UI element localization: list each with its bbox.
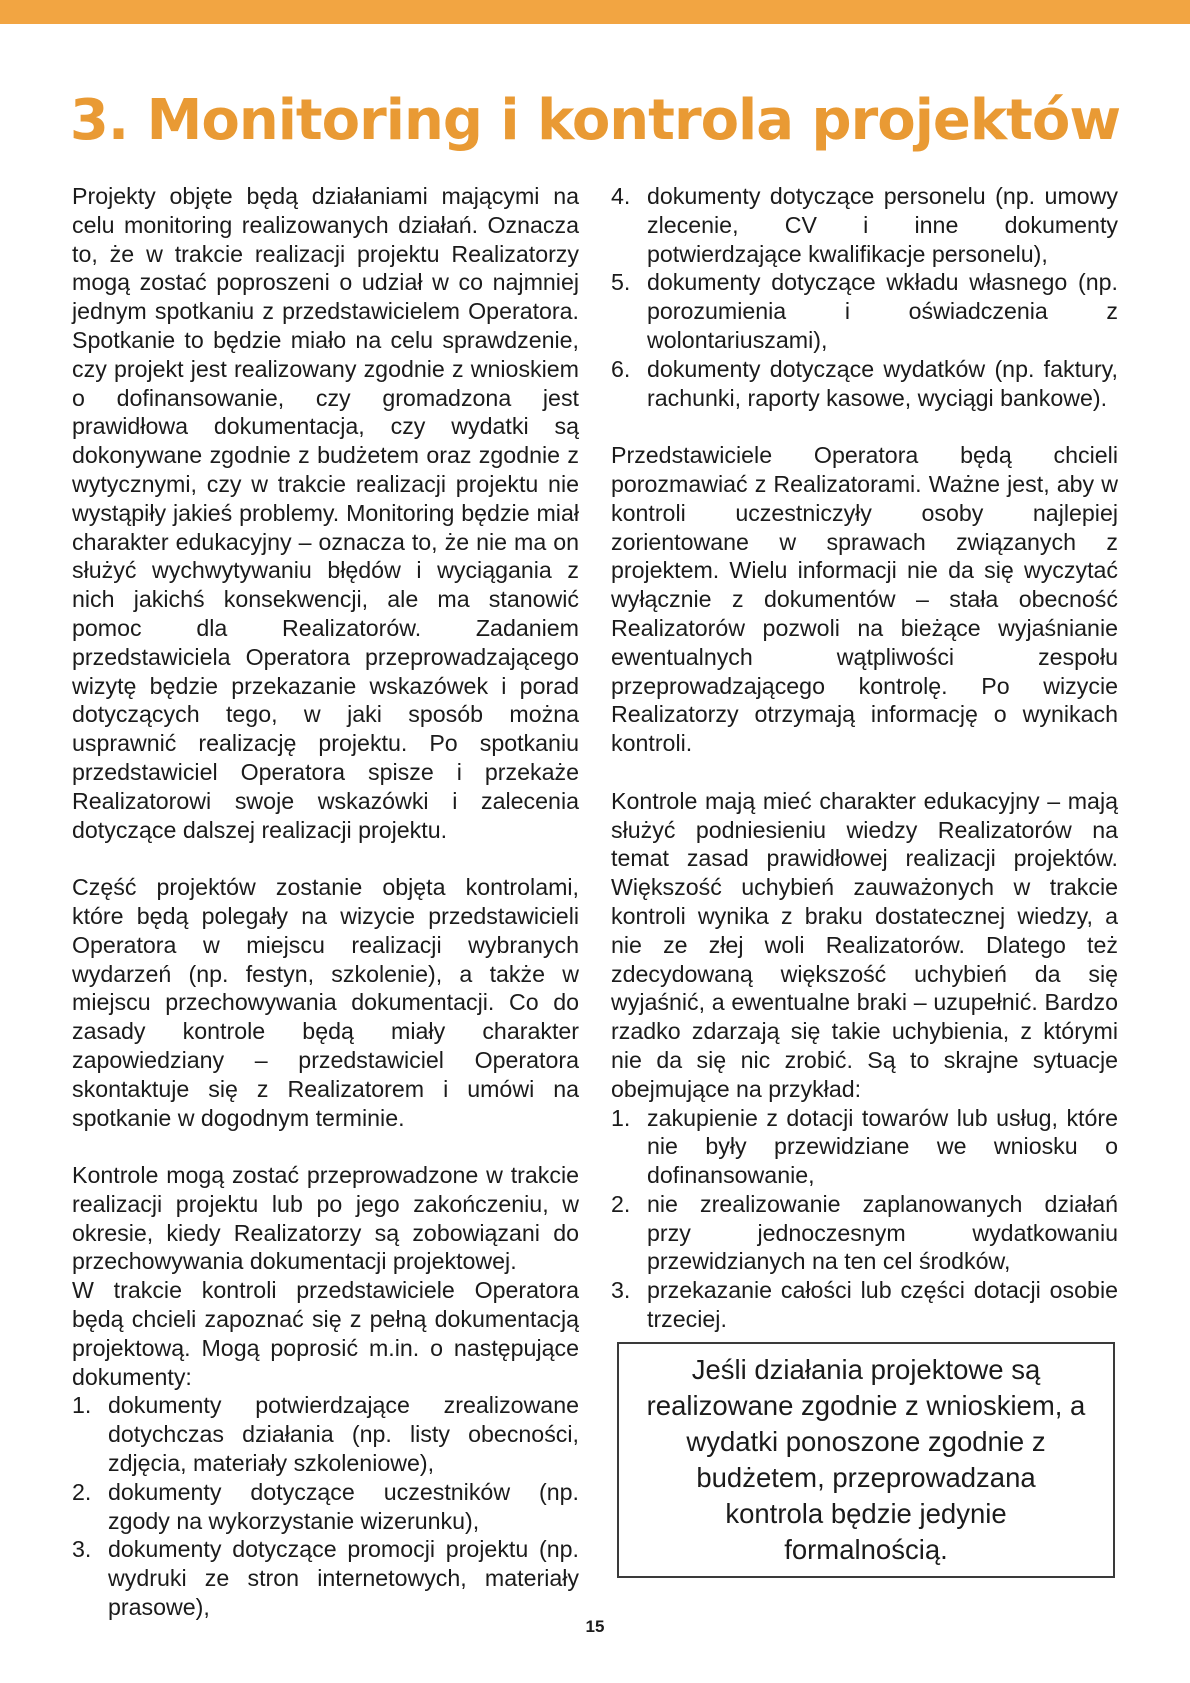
paragraph: Część projektów zostanie objęta kontrolami, które będą polegały na wizycie przedstawicieli Operatora w miejscu realizacji wybranych wydarzeń (np. festyn, szkolenie), a także w miejscu przechowywania dokumentacji. Co do zasady kontrole będą miały charakter zapowiedziany – przedstawiciel Operatora skontaktuje się z Realizatorem i umówi na spotkanie w dogodnym terminie. [72, 874, 579, 1131]
list-number: 5. [611, 269, 631, 296]
list-number: 1. [72, 1392, 92, 1419]
page-title: 3. Monitoring i kontrola projektów [69, 88, 1121, 153]
list-text: dokumenty dotyczące personelu (np. umowy zlecenie, CV i inne dokumenty potwierdzające kwalifikacje personelu), [647, 183, 1118, 267]
list-item [611, 1104, 1118, 1190]
list-item [72, 1391, 579, 1477]
paragraph: Przedstawiciele Operatora będą chcieli porozmawiać z Realizatorami. Ważne jest, aby w kontroli uczestniczyły osoby najlepiej zorientowane w sprawach związanych z projektem. Wielu informacji nie da się wyczytać wyłącznie z dokumentów – stała obecność Realizatorów pozwoli na bieżące wyjaśnianie ewentualnych wątpliwości zespołu przeprowadzającego kontrolę. Po wizycie Realizatorzy otrzymają informację o wynikach kontroli. [611, 442, 1118, 757]
list-number: 6. [611, 355, 631, 382]
list-text: dokumenty potwierdzające zrealizowane dotychczas działania (np. listy obecności, zdjęcia, materiały szkoleniowe), [108, 1392, 579, 1477]
callout-box [617, 1342, 1115, 1578]
list-item [611, 1190, 1118, 1276]
paragraph: Kontrole mogą zostać przeprowadzone w trakcie realizacji projektu lub po jego zakończeniu, w okresie, kiedy Realizatorzy są zobowiązani do przechowywania dokumentacji projektowej. [72, 1162, 579, 1275]
list-item [611, 182, 1118, 268]
callout-text: Jeśli działania projektowe są realizowane zgodnie z wnioskiem, a wydatki ponoszone zgodnie z budżetem, przeprowadzana kontrola będzie jedynie formalnością. [646, 1354, 1086, 1565]
list-text: zakupienie z dotacji towarów lub usług, które nie były przewidziane we wniosku o dofinansowanie, [647, 1104, 1118, 1189]
paragraph: W trakcie kontroli przedstawiciele Operatora będą chcieli zapoznać się z pełną dokumentacją projektową. Mogą poprosić m.in. o następujące dokumenty: [72, 1277, 579, 1390]
list-text: nie zrealizowanie zaplanowanych działań przy jednoczesnym wydatkowaniu przewidzianych na ten cel środków, [647, 1190, 1118, 1275]
violations-list [611, 1104, 1118, 1334]
paragraph: Kontrole mają mieć charakter edukacyjny – mają służyć podniesieniu wiedzy Realizatorów na temat zasad prawidłowej realizacji projektów. Większość uchybień zauważonych w trakcie kontroli wynika z braku dostatecznej wiedzy, a nie ze złej woli Realizatorów. Dlatego też zdecydowaną większość uchybień da się wyjaśnić, a ewentualne braki – uzupełnić. Bardzo rzadko zdarzają się takie uchybienia, z którymi nie da się nic zrobić. Są to skrajne sytuacje obejmujące na przykład: [611, 787, 1118, 1102]
page-number: 15 [585, 1617, 605, 1636]
documents-list [72, 1391, 579, 1621]
list-text: dokumenty dotyczące wkładu własnego (np. porozumienia i oświadczenia z wolontariuszami), [647, 269, 1118, 353]
left-column [72, 182, 579, 1622]
list-item [611, 1276, 1118, 1334]
list-text: dokumenty dotyczące wydatków (np. faktury, rachunki, raporty kasowe, wyciągi bankowe). [647, 355, 1118, 411]
paragraph: Projekty objęte będą działaniami mającymi na celu monitoring realizowanych działań. Oznacza to, że w trakcie realizacji projektu Realizatorzy mogą zostać poproszeni o udział w co najmniej jednym spotkaniu z przedstawicielem Operatora. Spotkanie to będzie miało na celu sprawdzenie, czy projekt jest realizowany zgodnie z wnioskiem o dofinansowanie, czy gromadzona jest prawidłowa dokumentacja, czy wydatki są dokonywane zgodnie z budżetem oraz zgodnie z wytycznymi, czy w trakcie realizacji projektu nie wystąpiły jakieś problemy. Monitoring będzie miał charakter edukacyjny – oznacza to, że nie ma on służyć wychwytywaniu błędów i wyciągania z nich jakichś konsekwencji, ale ma stanowić pomoc dla Realizatorów. Zadaniem przedstawiciela Operatora przeprowadzającego wizytę będzie przekazanie wskazówek i porad dotyczących tego, w jaki sposób można usprawnić realizację projektu. Po spotkaniu przedstawiciel Operatora spisze i przekaże Realizatorowi swoje wskazówki i zalecenia dotyczące dalszej realizacji projektu. [72, 183, 579, 843]
list-number: 4. [611, 183, 631, 209]
right-column [611, 182, 1118, 1334]
top-accent-bar [0, 0, 1190, 24]
list-item [72, 1535, 579, 1621]
list-item [72, 1478, 579, 1536]
documents-list-continued [611, 182, 1118, 412]
list-number: 2. [611, 1190, 631, 1217]
list-number: 1. [611, 1104, 631, 1131]
list-number: 3. [72, 1536, 92, 1563]
list-number: 2. [72, 1478, 92, 1505]
list-number: 3. [611, 1277, 631, 1304]
list-item [611, 268, 1118, 354]
list-text: przekazanie całości lub części dotacji osobie trzeciej. [647, 1277, 1118, 1333]
list-item [611, 355, 1118, 413]
list-text: dokumenty dotyczące promocji projektu (np. wydruki ze stron internetowych, materiały prasowe), [108, 1536, 579, 1621]
list-text: dokumenty dotyczące uczestników (np. zgody na wykorzystanie wizerunku), [108, 1478, 579, 1534]
